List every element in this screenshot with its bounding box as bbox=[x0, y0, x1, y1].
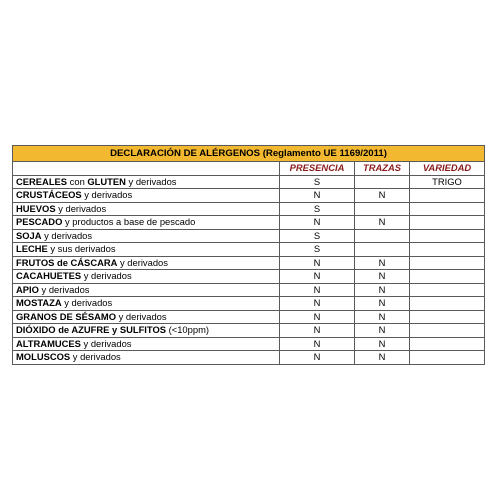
presencia-cell: S bbox=[280, 243, 355, 257]
variedad-cell bbox=[410, 216, 485, 230]
table-row bbox=[13, 270, 485, 284]
allergen-table bbox=[12, 145, 485, 365]
title-row bbox=[13, 146, 485, 162]
presencia-cell: N bbox=[280, 283, 355, 297]
allergen-name-detail: y derivados bbox=[80, 337, 132, 349]
table-row bbox=[13, 202, 485, 216]
allergen-name-detail: y productos a base de pescado bbox=[62, 216, 196, 228]
variedad-cell bbox=[410, 256, 485, 270]
trazas-cell bbox=[355, 175, 410, 189]
title-regulation: (Reglamento UE 1169/2011) bbox=[262, 147, 387, 159]
allergen-name-bold: CRUSTÁCEOS bbox=[16, 189, 82, 201]
variedad-cell bbox=[410, 202, 485, 216]
allergen-name-detail: y derivados bbox=[55, 202, 107, 214]
allergen-name bbox=[13, 256, 280, 270]
presencia-cell: S bbox=[280, 202, 355, 216]
allergen-name-bold: CEREALES bbox=[16, 175, 68, 187]
header-trazas: TRAZAS bbox=[355, 162, 410, 176]
allergen-name-bold: GLUTEN bbox=[87, 175, 126, 187]
allergen-name-bold: DIÓXIDO de AZUFRE y SULFITOS bbox=[16, 324, 167, 336]
trazas-cell: N bbox=[355, 270, 410, 284]
allergen-name bbox=[13, 175, 280, 189]
trazas-cell bbox=[355, 202, 410, 216]
variedad-cell bbox=[410, 270, 485, 284]
variedad-cell bbox=[410, 324, 485, 338]
allergen-name-bold: SOJA bbox=[16, 229, 42, 241]
table-row bbox=[13, 283, 485, 297]
allergen-name-bold: HUEVOS bbox=[16, 202, 56, 214]
trazas-cell bbox=[355, 229, 410, 243]
allergen-name-detail: y derivados bbox=[125, 175, 177, 187]
presencia-cell: S bbox=[280, 175, 355, 189]
allergen-name-detail: y derivados bbox=[81, 189, 133, 201]
allergen-name bbox=[13, 283, 280, 297]
allergen-name bbox=[13, 297, 280, 311]
variedad-cell: TRIGO bbox=[410, 175, 485, 189]
allergen-name bbox=[13, 337, 280, 351]
allergen-name bbox=[13, 243, 280, 257]
trazas-cell: N bbox=[355, 283, 410, 297]
allergen-name-bold: FRUTOS de CÁSCARA bbox=[16, 256, 118, 268]
trazas-cell: N bbox=[355, 337, 410, 351]
header-presencia: PRESENCIA bbox=[280, 162, 355, 176]
trazas-cell: N bbox=[355, 256, 410, 270]
trazas-cell: N bbox=[355, 351, 410, 365]
allergen-name-bold: LECHE bbox=[16, 243, 48, 255]
allergen-name bbox=[13, 229, 280, 243]
allergen-name-detail: con bbox=[67, 175, 88, 187]
presencia-cell: N bbox=[280, 324, 355, 338]
variedad-cell bbox=[410, 297, 485, 311]
trazas-cell: N bbox=[355, 310, 410, 324]
table-body bbox=[13, 175, 485, 364]
table-row bbox=[13, 216, 485, 230]
allergen-name bbox=[13, 351, 280, 365]
allergen-name-detail: y derivados bbox=[116, 310, 167, 322]
allergen-name bbox=[13, 202, 280, 216]
variedad-cell bbox=[410, 283, 485, 297]
allergen-name-detail: (<10ppm) bbox=[166, 324, 210, 336]
allergen-name-bold: CACAHUETES bbox=[16, 270, 82, 282]
allergen-name-detail: y derivados bbox=[41, 229, 93, 241]
variedad-cell bbox=[410, 337, 485, 351]
presencia-cell: N bbox=[280, 256, 355, 270]
table-row bbox=[13, 310, 485, 324]
allergen-name bbox=[13, 189, 280, 203]
table-row bbox=[13, 189, 485, 203]
presencia-cell: N bbox=[280, 337, 355, 351]
table-row bbox=[13, 243, 485, 257]
allergen-name bbox=[13, 324, 280, 338]
table-row bbox=[13, 229, 485, 243]
presencia-cell: N bbox=[280, 297, 355, 311]
allergen-name-detail: y derivados bbox=[38, 283, 90, 295]
trazas-cell: N bbox=[355, 324, 410, 338]
allergen-name-bold: PESCADO bbox=[16, 216, 63, 228]
allergen-name-bold: APIO bbox=[16, 283, 39, 295]
allergen-name-detail: y derivados bbox=[70, 351, 121, 363]
table-row bbox=[13, 351, 485, 365]
allergen-name bbox=[13, 310, 280, 324]
allergen-name-detail: y derivados bbox=[117, 256, 168, 268]
allergen-name-detail: y derivados bbox=[61, 297, 113, 309]
presencia-cell: N bbox=[280, 270, 355, 284]
allergen-name-bold: MOLUSCOS bbox=[16, 351, 71, 363]
variedad-cell bbox=[410, 310, 485, 324]
table-row bbox=[13, 175, 485, 189]
presencia-cell: N bbox=[280, 351, 355, 365]
trazas-cell bbox=[355, 243, 410, 257]
trazas-cell: N bbox=[355, 297, 410, 311]
allergen-name-bold: MOSTAZA bbox=[16, 297, 62, 309]
trazas-cell: N bbox=[355, 216, 410, 230]
title-text: DECLARACIÓN DE ALÉRGENOS bbox=[110, 147, 261, 159]
presencia-cell: N bbox=[280, 189, 355, 203]
header-variedad: VARIEDAD bbox=[410, 162, 485, 176]
trazas-cell: N bbox=[355, 189, 410, 203]
variedad-cell bbox=[410, 189, 485, 203]
table-row bbox=[13, 256, 485, 270]
table-title bbox=[13, 146, 485, 162]
allergen-name bbox=[13, 216, 280, 230]
variedad-cell bbox=[410, 243, 485, 257]
presencia-cell: N bbox=[280, 310, 355, 324]
allergen-name-detail: y derivados bbox=[81, 270, 132, 282]
variedad-cell bbox=[410, 351, 485, 365]
table-row bbox=[13, 297, 485, 311]
allergen-name bbox=[13, 270, 280, 284]
header-allergen-blank bbox=[13, 162, 280, 176]
header-row bbox=[13, 162, 485, 176]
presencia-cell: S bbox=[280, 229, 355, 243]
table-row bbox=[13, 324, 485, 338]
presencia-cell: N bbox=[280, 216, 355, 230]
variedad-cell bbox=[410, 229, 485, 243]
allergen-name-bold: ALTRAMUCES bbox=[16, 337, 81, 349]
table-row bbox=[13, 337, 485, 351]
allergen-name-detail: y sus derivados bbox=[47, 243, 116, 255]
allergen-name-bold: GRANOS DE SÉSAMO bbox=[16, 310, 117, 322]
